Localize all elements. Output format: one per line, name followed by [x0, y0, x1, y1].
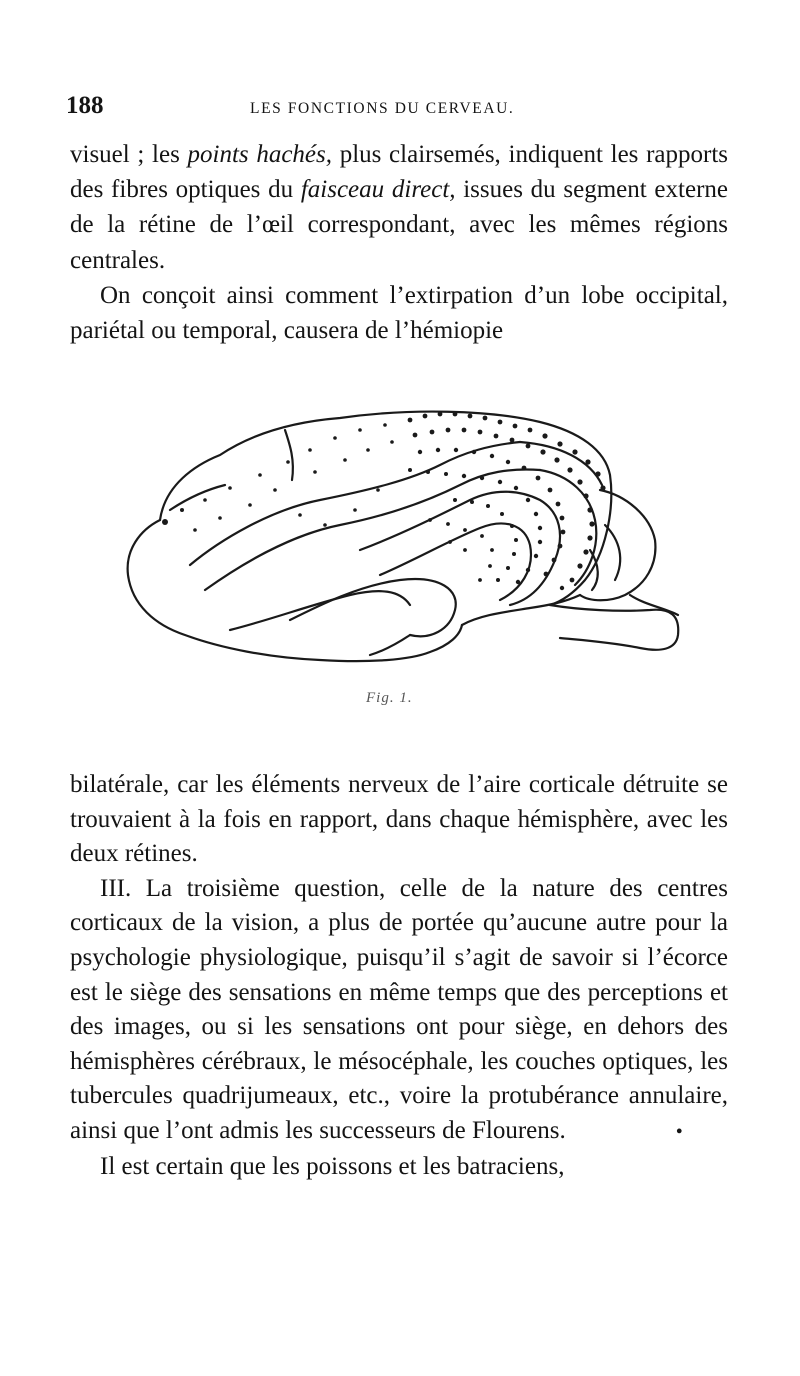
paragraph-bilaterale: bilatérale, car les éléments nerveux de l’aire corticale détruite se trouvaient à la fois en rapport, dans chaque hémisphère, avec les deux rétines.	[70, 771, 728, 868]
hemisphere-outline	[160, 412, 611, 605]
text-run: issues du segment externe de la rétine de l’œil correspondant, avec les mêmes régions centrales.	[70, 176, 728, 274]
text-block-top	[70, 137, 728, 348]
text-run: III. La troisième question, celle de la nature des centres corticaux de la vision, a plus de portée qu’aucune autre pour la psychologie physiologique, puisqu’il s’agit de savoir si l’écorce est le siège des sensations en même temps que des perceptions et des images, ou si les sensations ont pour siège, en dehors des hémisphères cérébraux, le mésocéphale, les couches optiques, les tubercules quadrijumeaux, etc., voire la protubérance annulaire, ainsi que l’ont admis les successeurs de Flourens.	[70, 874, 728, 1144]
stray-dot: •	[675, 1120, 683, 1143]
text-block-bottom	[70, 768, 728, 1184]
italic-run: faisceau direct,	[300, 176, 456, 204]
page-header	[66, 92, 746, 122]
paragraph-extirpation: On conçoit ainsi comment l’extirpation d’un lobe occipital, pariétal ou temporal, causera de l’hémiopie	[70, 281, 728, 345]
brainstem-outline	[550, 605, 678, 650]
frontal-outline	[128, 520, 462, 661]
text-run: visuel ; les	[70, 141, 188, 168]
dot-pattern	[162, 412, 606, 591]
running-title: LES FONCTIONS DU CERVEAU.	[250, 100, 515, 117]
page-number: 188	[66, 92, 104, 119]
brain-drawing	[110, 390, 695, 690]
text-run: plus clairsemés, indiquent les rapports des fibres optiques du	[70, 141, 729, 204]
lateral-fissure	[230, 591, 410, 630]
paragraph-poissons: Il est certain que les poissons et les batraciens,	[100, 1152, 565, 1180]
figure-brain-illustration	[110, 390, 695, 690]
figure-caption: Fig. 1.	[366, 690, 413, 706]
italic-run: points hachés,	[187, 141, 332, 168]
paragraph-troisieme-question	[70, 872, 728, 1150]
paragraph-visuel	[70, 137, 728, 278]
